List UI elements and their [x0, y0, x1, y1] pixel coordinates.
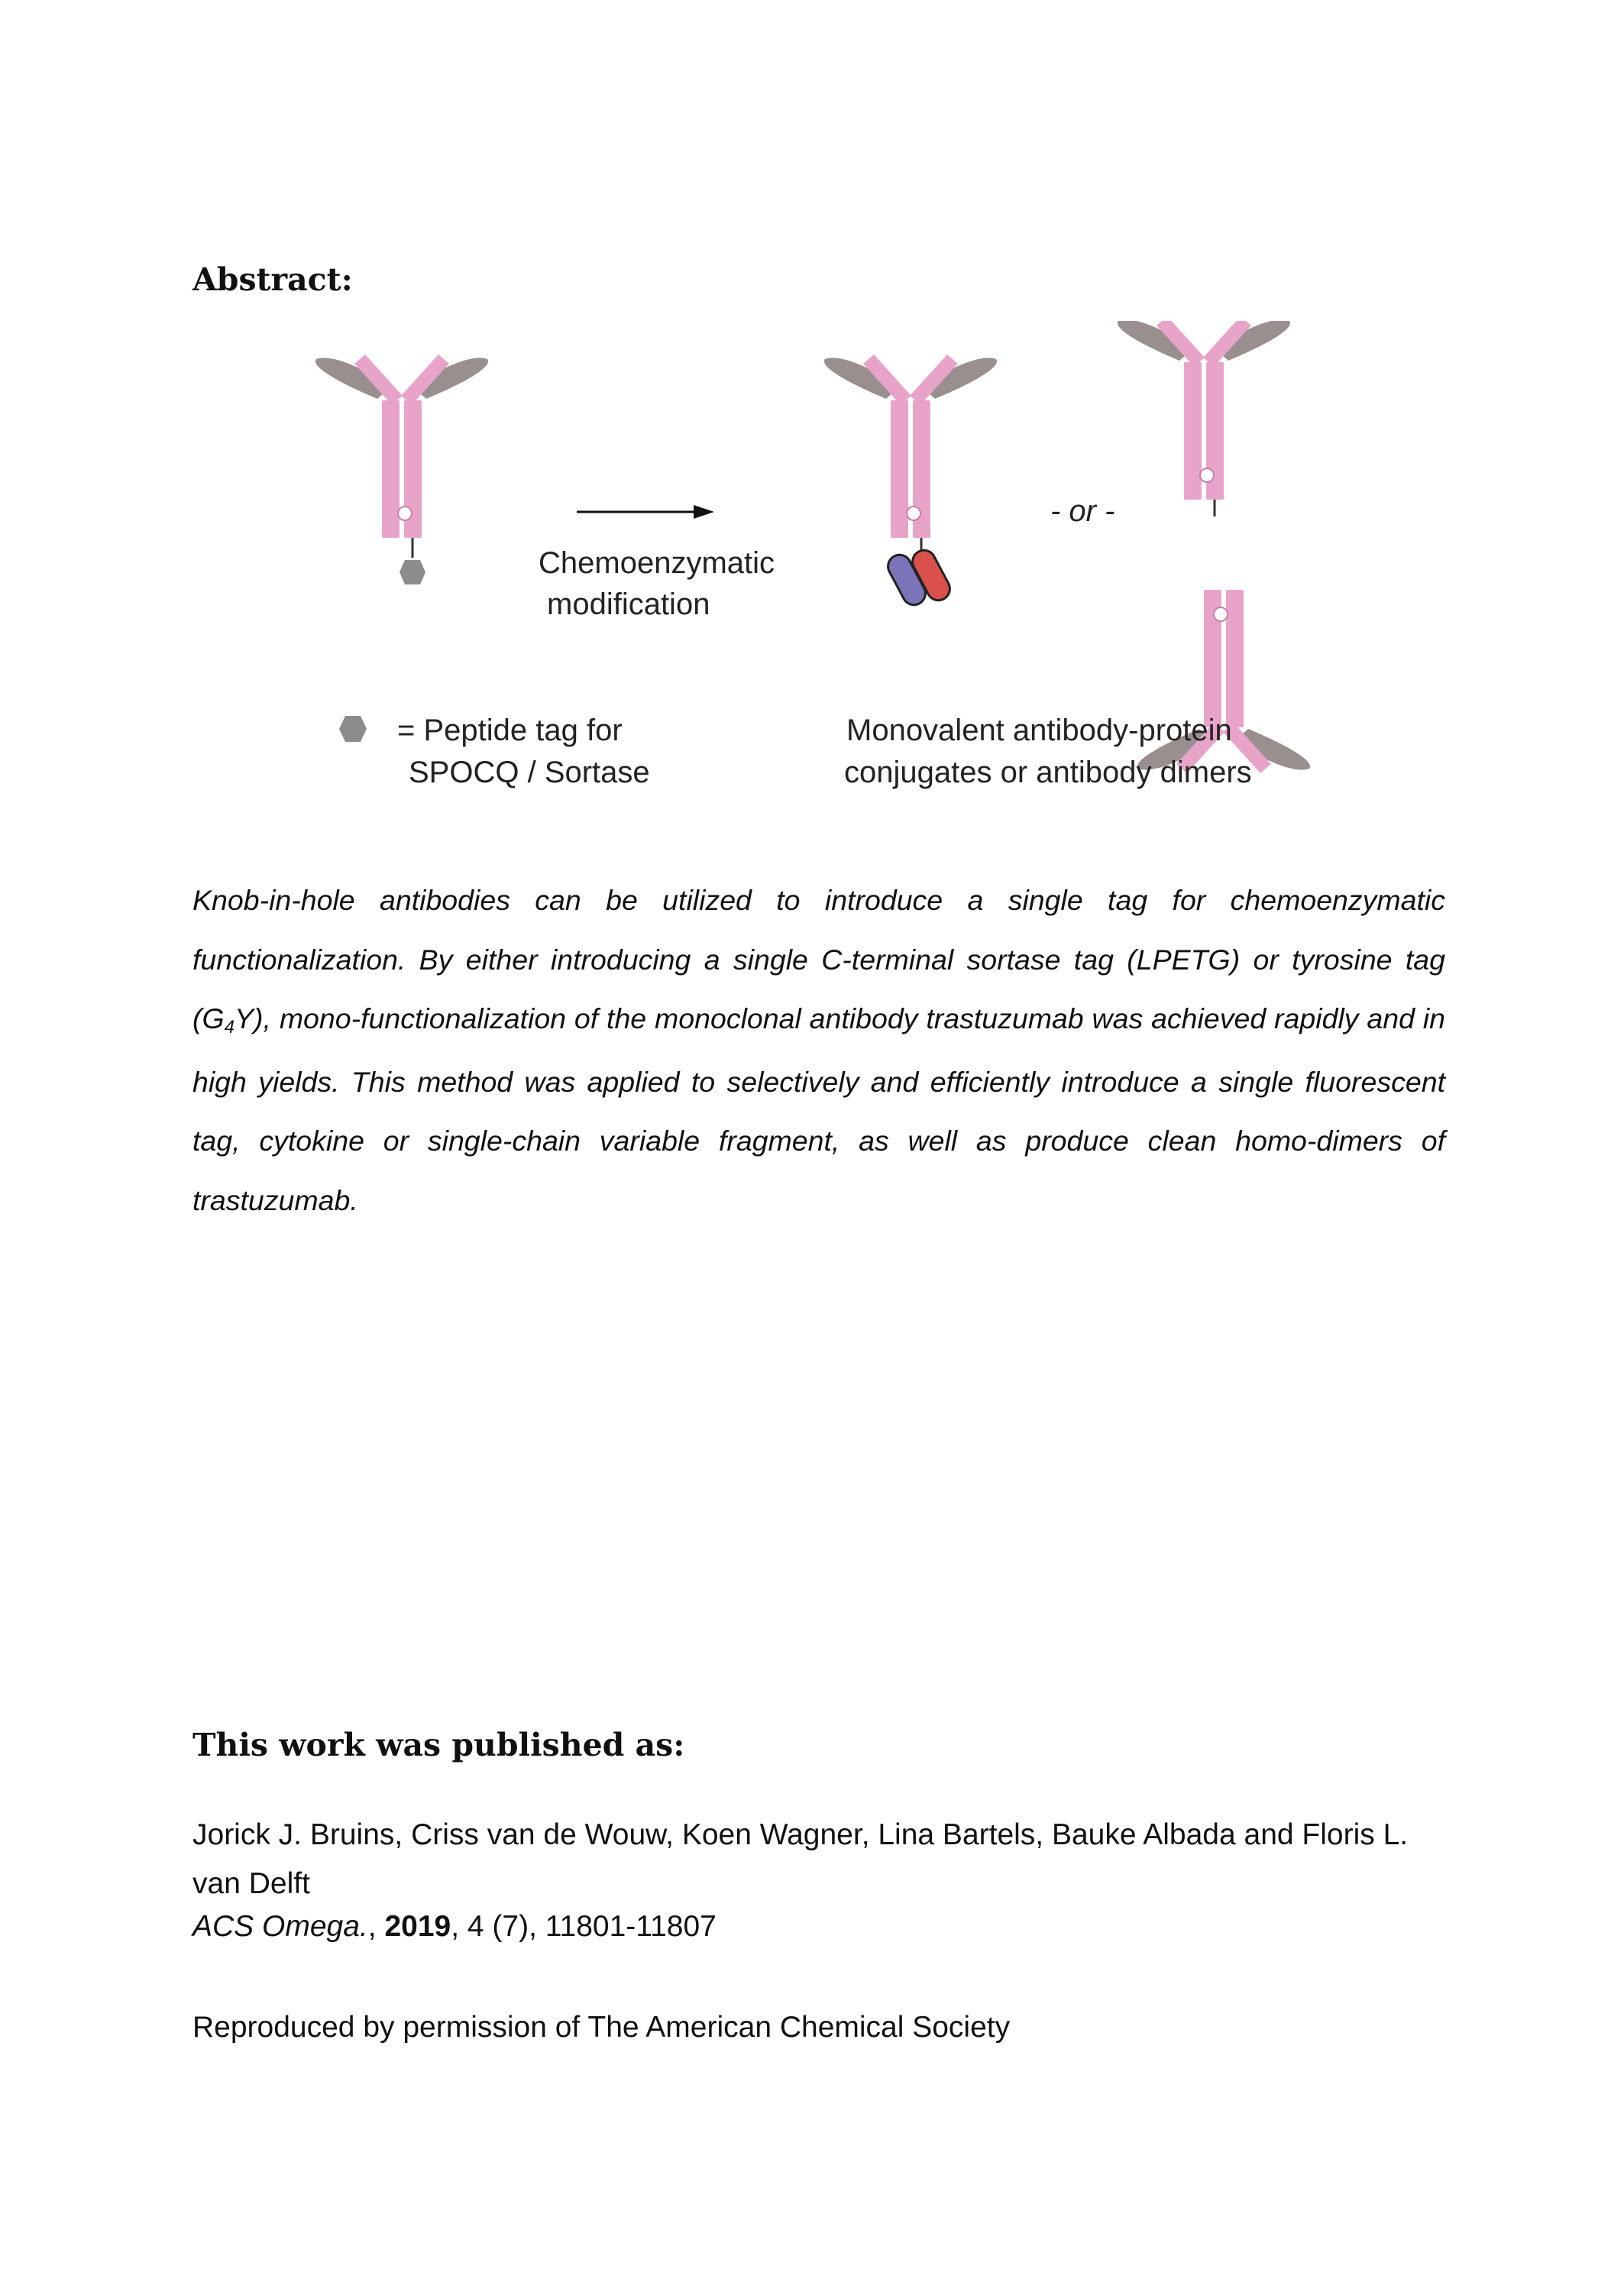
journal-name: ACS Omega.: [192, 1910, 368, 1943]
publication-year: 2019: [384, 1910, 451, 1943]
toc-graphic: [290, 321, 1344, 810]
arrow-label-line2: modification: [547, 588, 710, 621]
or-label: - or -: [1050, 494, 1115, 528]
product-caption-line2: conjugates or antibody dimers: [844, 756, 1252, 789]
citation-details: , 4 (7), 11801-11807: [451, 1910, 717, 1943]
published-heading: This work was published as:: [192, 1727, 685, 1763]
reaction-arrow: [577, 505, 714, 519]
abstract-subscript: 4: [224, 1017, 235, 1038]
citation-sep: ,: [367, 1910, 385, 1943]
authors: Jorick J. Bruins, Criss van de Wouw, Koen Wagner, Lina Bartels, Bauke Albada and Floris L. van Delft: [192, 1818, 1409, 1900]
abstract-text-part2: Y), mono-functionalization of the monoclonal antibody trastuzumab was achieved rapidly and in high yields. This method was applied to selectively and efficiently introduce a single fluorescent tag, cytokine or single-chain variable fragment, as well as produce clean homo-dimers of trastuzumab.: [192, 1002, 1445, 1216]
antibody-dimer-top: [1118, 321, 1290, 516]
antibody-tagged: [315, 354, 488, 584]
antibody-conjugate: [824, 354, 997, 609]
legend-line2: SPOCQ / Sortase: [409, 756, 650, 789]
abstract-heading: Abstract:: [192, 261, 353, 298]
product-caption-line1: Monovalent antibody-protein: [846, 714, 1232, 747]
abstract-text: [192, 871, 1445, 1230]
citation: [192, 1910, 717, 1944]
legend-tag-icon: [339, 716, 367, 742]
abstract-text-part1: Knob-in-hole antibodies can be utilized to introduce a single tag for chemoenzymatic functionalization. By either introducing a single C-terminal sortase tag (LPETG) or tyrosine tag (G: [192, 884, 1445, 1034]
legend-line1: = Peptide tag for: [397, 714, 623, 747]
peptide-tag-icon: [400, 560, 425, 584]
arrow-label-line1: Chemoenzymatic: [539, 546, 775, 580]
permission-notice: Reproduced by permission of The American Chemical Society: [192, 2011, 1011, 2044]
